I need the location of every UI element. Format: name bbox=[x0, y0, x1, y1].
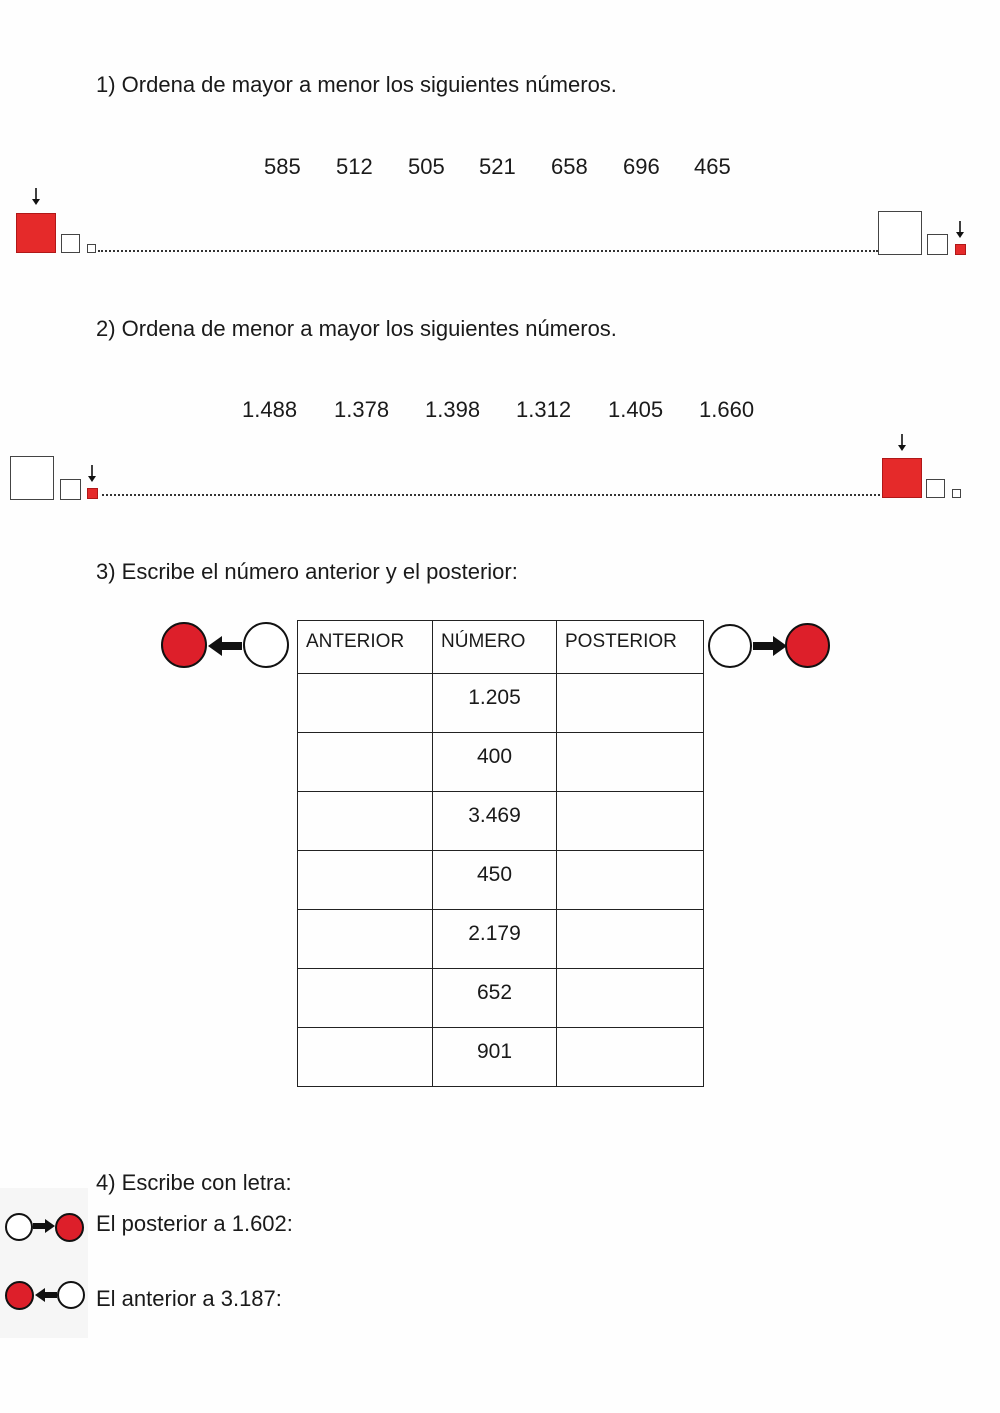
number-cell: 901 bbox=[433, 1028, 557, 1087]
number-item: 1.660 bbox=[699, 397, 755, 422]
posterior-answer-cell[interactable] bbox=[557, 851, 704, 910]
red-circle-icon bbox=[55, 1213, 84, 1242]
number-item: 505 bbox=[408, 154, 445, 179]
number-item: 585 bbox=[264, 154, 301, 179]
large-square-icon bbox=[10, 456, 54, 500]
small-red-square-icon bbox=[87, 488, 98, 499]
white-circle-icon bbox=[708, 624, 752, 668]
number-item: 465 bbox=[694, 154, 731, 179]
down-arrow-icon bbox=[86, 465, 98, 483]
column-header-anterior: ANTERIOR bbox=[298, 621, 433, 674]
icon-panel bbox=[0, 1188, 88, 1338]
number-item: 512 bbox=[336, 154, 373, 179]
table-header-row bbox=[298, 621, 704, 674]
number-cell: 450 bbox=[433, 851, 557, 910]
anterior-answer-cell[interactable] bbox=[298, 674, 433, 733]
table-row bbox=[298, 969, 704, 1028]
number-item: 1.312 bbox=[516, 397, 572, 422]
anterior-prompt: El anterior a 3.187: bbox=[96, 1286, 282, 1311]
red-circle-icon bbox=[785, 623, 830, 668]
section1-heading: 1) Ordena de mayor a menor los siguientes números. bbox=[96, 72, 617, 97]
answer-line-1[interactable] bbox=[98, 250, 878, 252]
section4-heading: 4) Escribe con letra: bbox=[96, 1170, 292, 1195]
number-cell: 1.205 bbox=[433, 674, 557, 733]
number-item: 658 bbox=[551, 154, 588, 179]
table-row bbox=[298, 851, 704, 910]
large-red-square-icon bbox=[16, 213, 56, 253]
medium-square-icon bbox=[60, 479, 81, 500]
section2-number-list bbox=[0, 397, 1000, 427]
number-item: 521 bbox=[479, 154, 516, 179]
number-cell: 400 bbox=[433, 733, 557, 792]
section2-heading: 2) Ordena de menor a mayor los siguientes números. bbox=[96, 316, 617, 341]
medium-square-icon bbox=[926, 479, 945, 498]
down-arrow-icon bbox=[30, 188, 42, 206]
number-item: 696 bbox=[623, 154, 660, 179]
section3-heading: 3) Escribe el número anterior y el posterior: bbox=[96, 559, 518, 584]
right-arrow-icon bbox=[33, 1219, 55, 1233]
white-circle-icon bbox=[57, 1281, 85, 1309]
number-item: 1.405 bbox=[608, 397, 664, 422]
column-header-posterior: POSTERIOR bbox=[557, 621, 704, 674]
answer-line-2[interactable] bbox=[102, 494, 880, 496]
number-item: 1.488 bbox=[242, 397, 298, 422]
posterior-answer-cell[interactable] bbox=[557, 674, 704, 733]
white-circle-icon bbox=[5, 1213, 33, 1241]
large-square-icon bbox=[878, 211, 922, 255]
number-table bbox=[297, 620, 704, 1087]
number-cell: 3.469 bbox=[433, 792, 557, 851]
medium-square-icon bbox=[927, 234, 948, 255]
posterior-answer-cell[interactable] bbox=[557, 969, 704, 1028]
down-arrow-icon bbox=[896, 434, 908, 452]
down-arrow-icon bbox=[954, 221, 966, 239]
anterior-answer-cell[interactable] bbox=[298, 792, 433, 851]
small-red-square-icon bbox=[955, 244, 966, 255]
table-row bbox=[298, 792, 704, 851]
number-item: 1.398 bbox=[425, 397, 481, 422]
left-arrow-icon bbox=[208, 636, 242, 656]
medium-square-icon bbox=[61, 234, 80, 253]
small-square-icon bbox=[952, 489, 961, 498]
number-cell: 652 bbox=[433, 969, 557, 1028]
table-row bbox=[298, 1028, 704, 1087]
white-circle-icon bbox=[243, 622, 289, 668]
large-red-square-icon bbox=[882, 458, 922, 498]
anterior-answer-cell[interactable] bbox=[298, 733, 433, 792]
small-square-icon bbox=[87, 244, 96, 253]
table-row bbox=[298, 674, 704, 733]
posterior-answer-cell[interactable] bbox=[557, 792, 704, 851]
table-row bbox=[298, 910, 704, 969]
anterior-answer-cell[interactable] bbox=[298, 910, 433, 969]
red-circle-icon bbox=[5, 1281, 34, 1310]
column-header-numero: NÚMERO bbox=[433, 621, 557, 674]
number-cell: 2.179 bbox=[433, 910, 557, 969]
left-arrow-icon bbox=[35, 1288, 57, 1302]
table-row bbox=[298, 733, 704, 792]
posterior-prompt: El posterior a 1.602: bbox=[96, 1211, 293, 1236]
number-item: 1.378 bbox=[334, 397, 390, 422]
anterior-answer-cell[interactable] bbox=[298, 1028, 433, 1087]
red-circle-icon bbox=[161, 622, 207, 668]
posterior-answer-cell[interactable] bbox=[557, 733, 704, 792]
anterior-answer-cell[interactable] bbox=[298, 969, 433, 1028]
anterior-answer-cell[interactable] bbox=[298, 851, 433, 910]
posterior-answer-cell[interactable] bbox=[557, 910, 704, 969]
right-arrow-icon bbox=[753, 636, 787, 656]
section1-number-list bbox=[0, 154, 1000, 184]
posterior-answer-cell[interactable] bbox=[557, 1028, 704, 1087]
